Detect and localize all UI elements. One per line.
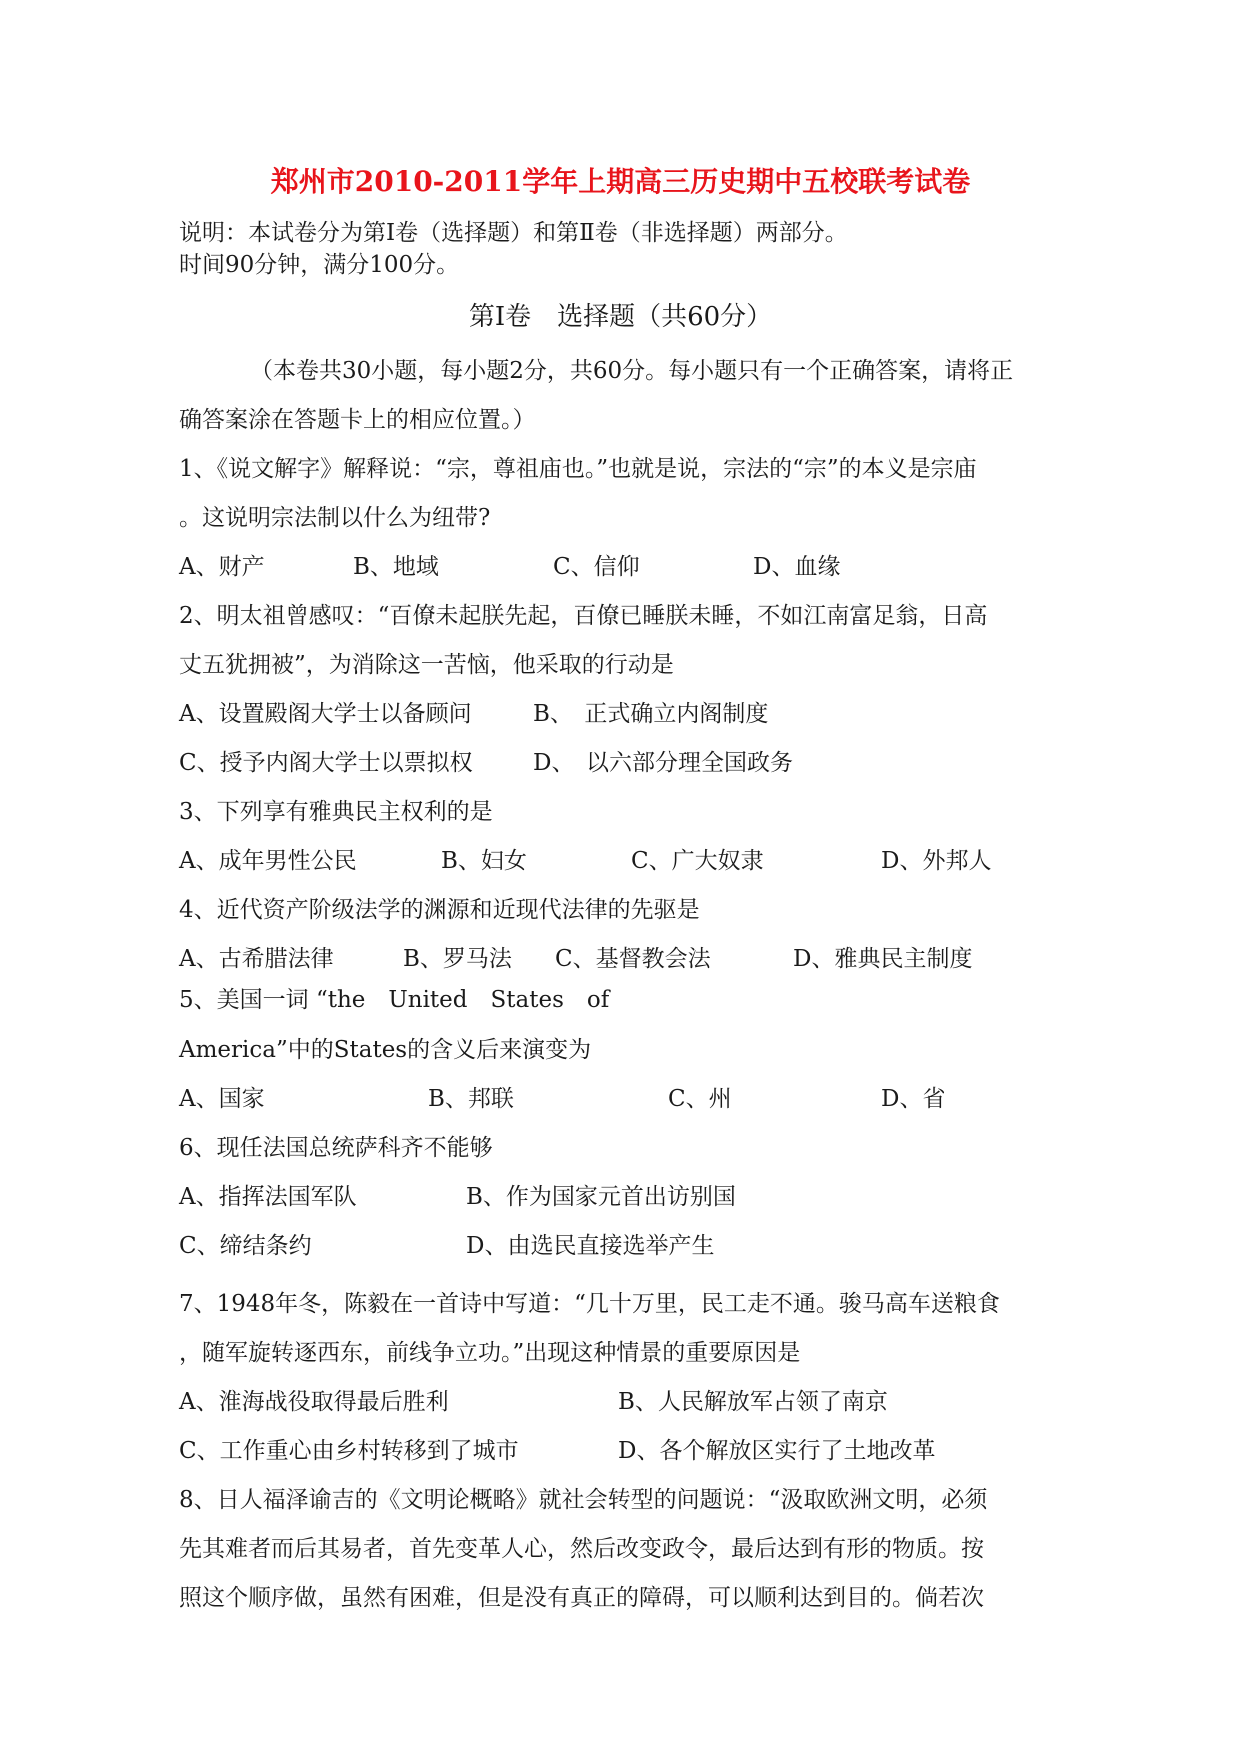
question-8-stem-1: 8、日人福泽谕吉的《文明论概略》就社会转型的问题说：“汲取欧洲文明，必须 bbox=[179, 1487, 988, 1513]
question-7-stem-2: ，随军旋转逐西东，前线争立功。”出现这种情景的重要原因是 bbox=[179, 1340, 801, 1366]
question-3-option-a: A、成年男性公民 bbox=[179, 848, 357, 874]
question-1-stem-1: 1、《说文解字》解释说：“宗，尊祖庙也。”也就是说，宗法的“宗”的本义是宗庙 bbox=[179, 456, 977, 482]
question-5-option-d: D、省 bbox=[881, 1086, 946, 1112]
question-4-option-a: A、古希腊法律 bbox=[179, 946, 334, 972]
question-4-option-d: D、雅典民主制度 bbox=[793, 946, 973, 972]
question-2-stem-2: 丈五犹拥被”，为消除这一苦恼，他采取的行动是 bbox=[179, 652, 674, 678]
question-2-option-b: B、 正式确立内阁制度 bbox=[533, 701, 769, 727]
question-1-option-c: C、信仰 bbox=[553, 554, 640, 580]
question-6-option-a: A、指挥法国军队 bbox=[179, 1184, 357, 1210]
question-3-stem-1: 3、下列享有雅典民主权利的是 bbox=[179, 799, 493, 825]
instructions-line-1: （本卷共30小题，每小题2分，共60分。每小题只有一个正确答案，请将正 bbox=[250, 358, 1014, 384]
question-5-option-b: B、邦联 bbox=[428, 1086, 514, 1112]
question-5-stem-1: 5、美国一词 “the United States of bbox=[179, 987, 610, 1013]
page-title: 郑州市2010-2011学年上期高三历史期中五校联考试卷 bbox=[270, 165, 971, 198]
question-4-stem-1: 4、近代资产阶级法学的渊源和近现代法律的先驱是 bbox=[179, 897, 700, 923]
question-7-option-b: B、人民解放军占领了南京 bbox=[618, 1389, 888, 1415]
question-7-stem-1: 7、1948年冬，陈毅在一首诗中写道：“几十万里，民工走不通。骏马高车送粮食 bbox=[179, 1291, 1000, 1317]
question-6-option-c: C、缔结条约 bbox=[179, 1233, 312, 1259]
intro-line-1: 说明：本试卷分为第Ⅰ卷（选择题）和第Ⅱ卷（非选择题）两部分。 bbox=[179, 220, 848, 246]
question-5-stem-2: America”中的States的含义后来演变为 bbox=[179, 1037, 592, 1063]
question-8-stem-2: 先其难者而后其易者，首先变革人心，然后改变政令，最后达到有形的物质。按 bbox=[179, 1536, 984, 1562]
question-1-option-b: B、地域 bbox=[353, 554, 439, 580]
question-2-option-a: A、设置殿阁大学士以备顾问 bbox=[179, 701, 472, 727]
question-3-option-d: D、外邦人 bbox=[881, 848, 992, 874]
question-3-option-b: B、妇女 bbox=[441, 848, 527, 874]
question-5-option-c: C、州 bbox=[668, 1086, 732, 1112]
question-6-option-b: B、作为国家元首出访别国 bbox=[466, 1184, 736, 1210]
question-2-stem-1: 2、明太祖曾感叹：“百僚未起朕先起，百僚已睡朕未睡，不如江南富足翁，日高 bbox=[179, 603, 988, 629]
question-2-option-d: D、 以六部分理全国政务 bbox=[533, 750, 793, 776]
question-7-option-c: C、工作重心由乡村转移到了城市 bbox=[179, 1438, 519, 1464]
section-title: 第Ⅰ卷 选择题（共60分） bbox=[468, 302, 773, 332]
instructions-line-2: 确答案涂在答题卡上的相应位置。） bbox=[179, 407, 536, 433]
question-4-option-c: C、基督教会法 bbox=[555, 946, 711, 972]
intro-line-2: 时间90分钟，满分100分。 bbox=[179, 252, 460, 278]
question-1-option-d: D、血缘 bbox=[753, 554, 841, 580]
question-6-option-d: D、由选民直接选举产生 bbox=[466, 1233, 715, 1259]
question-1-stem-2: 。这说明宗法制以什么为纽带? bbox=[179, 505, 491, 531]
question-3-option-c: C、广大奴隶 bbox=[631, 848, 764, 874]
question-7-option-d: D、各个解放区实行了土地改革 bbox=[618, 1438, 936, 1464]
question-5-option-a: A、国家 bbox=[179, 1086, 265, 1112]
question-1-option-a: A、财产 bbox=[179, 554, 265, 580]
question-6-stem-1: 6、现任法国总统萨科齐不能够 bbox=[179, 1135, 493, 1161]
question-8-stem-3: 照这个顺序做，虽然有困难，但是没有真正的障碍，可以顺利达到目的。倘若次 bbox=[179, 1585, 984, 1611]
question-2-option-c: C、授予内阁大学士以票拟权 bbox=[179, 750, 473, 776]
question-7-option-a: A、淮海战役取得最后胜利 bbox=[179, 1389, 449, 1415]
question-4-option-b: B、罗马法 bbox=[403, 946, 512, 972]
